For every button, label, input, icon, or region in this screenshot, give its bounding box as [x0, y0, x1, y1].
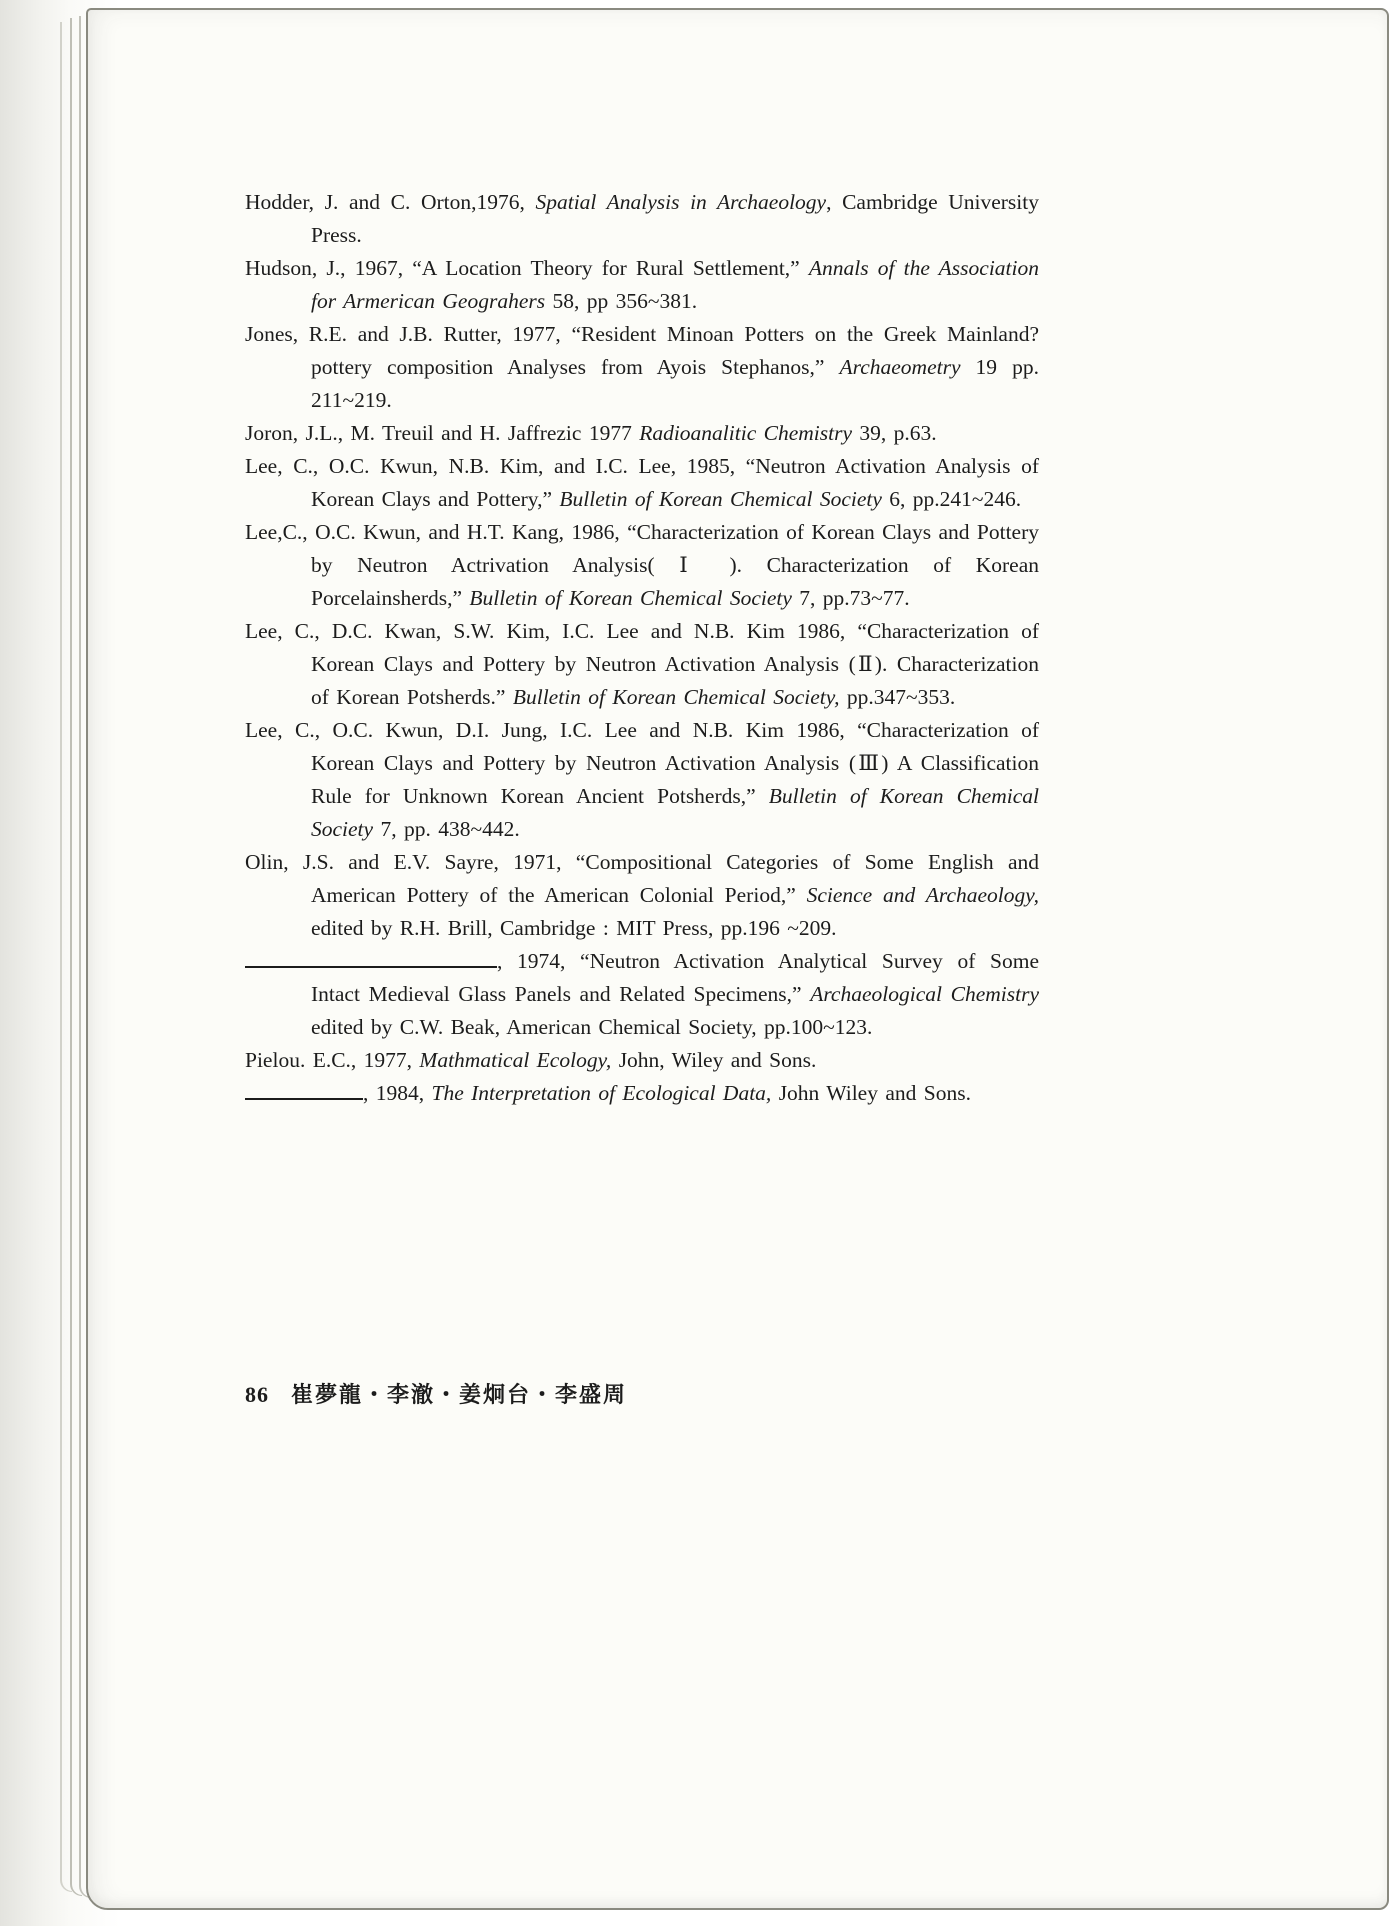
reference-title-italic: Science and Archaeology,: [806, 883, 1039, 907]
scanned-page: [86, 8, 1389, 1910]
reference-item: [245, 318, 1039, 417]
reference-item: [245, 450, 1039, 516]
reference-text: edited by C.W. Beak, American Chemical Society, pp.100~123.: [311, 1015, 873, 1039]
reference-title-italic: Radioanalitic Chemistry: [639, 421, 853, 445]
reference-text: Hudson, J., 1967, “A Location Theory for Rural Settlement,”: [245, 256, 809, 280]
reference-title-italic: Annals of the Association for Armerican Geograhers: [311, 256, 1039, 313]
reference-text: Lee, C., O.C. Kwun, N.B. Kim, and I.C. Lee, 1985, “Neutron Activation Analysis of Korean Clays and Pottery,”: [245, 454, 1039, 511]
reference-item: [245, 252, 1039, 318]
reference-text: Lee, C., D.C. Kwan, S.W. Kim, I.C. Lee and N.B. Kim 1986, “Characterization of Korean Clays and Pottery by Neutron Activation Analysis (Ⅱ). Characterization of Korean Potsherds.”: [245, 619, 1039, 709]
reference-item: [245, 1077, 1039, 1110]
reference-text: John, Wiley and Sons.: [611, 1048, 817, 1072]
reference-text: 7, pp. 438~442.: [373, 817, 520, 841]
reference-text: edited by R.H. Brill, Cambridge : MIT Press, pp.196 ~209.: [311, 916, 837, 940]
footer-authors: 崔夢龍・李澈・姜炯台・李盛周: [291, 1382, 628, 1407]
reference-text: 58, pp 356~381.: [545, 289, 698, 313]
reference-title-italic: Spatial Analysis in Archaeology: [535, 190, 827, 214]
reference-text: Pielou. E.C., 1977,: [245, 1048, 420, 1072]
reference-text: Lee, C., O.C. Kwun, D.I. Jung, I.C. Lee and N.B. Kim 1986, “Characterization of Korean Clays and Pottery by Neutron Activation Analysis (Ⅲ) A Classification Rule for Unknown Korean Ancient Potsherds,”: [245, 718, 1039, 808]
reference-item: [245, 417, 1039, 450]
reference-text: , 1984,: [363, 1081, 432, 1105]
reference-text: Hodder, J. and C. Orton,1976,: [245, 190, 536, 214]
reference-title-italic: Bulletin of Korean Chemical Society,: [512, 685, 840, 709]
reference-item: [245, 516, 1039, 615]
reference-text: pp.347~353.: [839, 685, 956, 709]
reference-text: Lee,C., O.C. Kwun, and H.T. Kang, 1986, “Characterization of Korean Clays and Pottery by Neutron Actrivation Analysis( Ⅰ ). Characterization of Korean Porcelainsherds,”: [245, 520, 1039, 610]
reference-text: , Cambridge University Press.: [311, 190, 1039, 247]
page-footer: [245, 1378, 1045, 1409]
reference-title-italic: Archaeometry: [839, 355, 961, 379]
reference-item: [245, 846, 1039, 945]
reference-text: 39, p.63.: [852, 421, 937, 445]
blank-author-rule: [245, 965, 497, 968]
reference-title-italic: Bulletin of Korean Chemical Society: [469, 586, 792, 610]
reference-list: [245, 186, 1039, 1110]
reference-text: Joron, J.L., M. Treuil and H. Jaffrezic 1977: [245, 421, 640, 445]
reference-title-italic: Archaeological Chemistry: [810, 982, 1039, 1006]
reference-text: , 1974, “Neutron Activation Analytical Survey of Some Intact Medieval Glass Panels and Related Specimens,”: [311, 949, 1039, 1006]
reference-item: [245, 945, 1039, 1044]
page-number: 86: [245, 1382, 269, 1407]
reference-text: 19 pp. 211~219.: [311, 355, 1039, 412]
reference-text: 7, pp.73~77.: [791, 586, 910, 610]
reference-text: 6, pp.241~246.: [881, 487, 1022, 511]
reference-item: [245, 1044, 1039, 1077]
reference-title-italic: Bulletin of Korean Chemical Society: [559, 487, 882, 511]
reference-title-italic: Bulletin of Korean Chemical Society: [311, 784, 1039, 841]
reference-text: John Wiley and Sons.: [771, 1081, 971, 1105]
reference-text: Olin, J.S. and E.V. Sayre, 1971, “Compositional Categories of Some English and American Pottery of the American Colonial Period,”: [245, 850, 1039, 907]
reference-item: [245, 186, 1039, 252]
reference-text: Jones, R.E. and J.B. Rutter, 1977, “Resident Minoan Potters on the Greek Mainland? pottery composition Analyses from Ayois Stephanos,”: [245, 322, 1039, 379]
reference-title-italic: Mathmatical Ecology,: [419, 1048, 612, 1072]
reference-title-italic: The Interpretation of Ecological Data,: [431, 1081, 772, 1105]
reference-item: [245, 714, 1039, 846]
reference-item: [245, 615, 1039, 714]
blank-author-rule: [245, 1097, 363, 1100]
